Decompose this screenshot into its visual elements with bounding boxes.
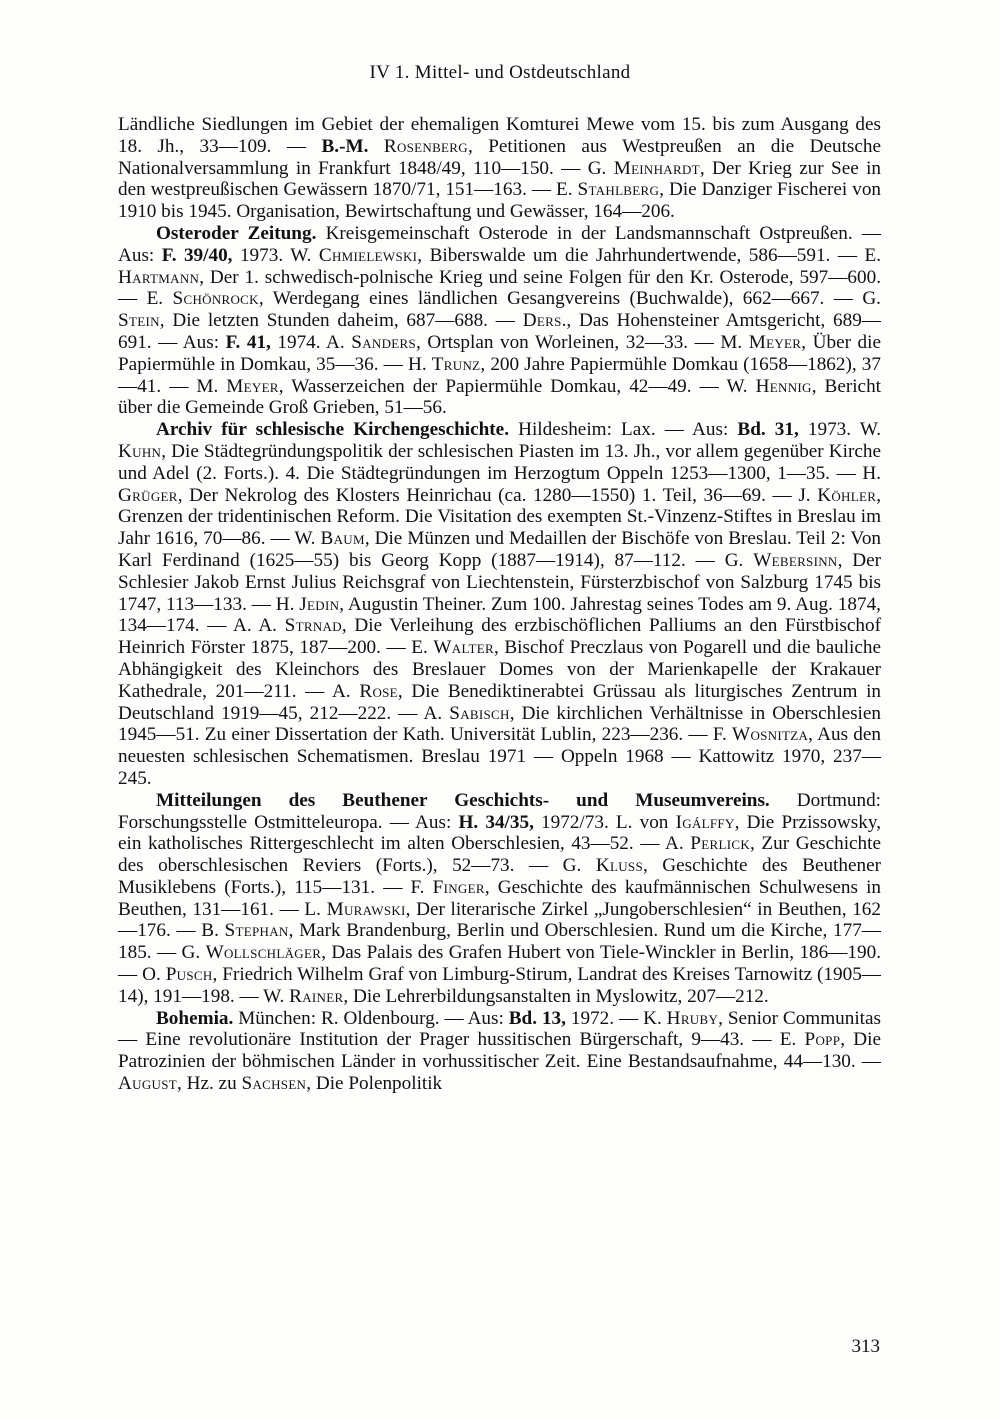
entry-text: , Die Przissowsky, ein katholisches Rittergeschlecht im alten Oberschlesien, 43—52. — A. [118,811,881,855]
entry-text: , Über die Papiermühle in Domkau, 35—36. — H. [118,331,881,375]
author-name: August [118,1073,177,1095]
entry-text: Dortmund: Forschungsstelle Ostmitteleuropa. — Aus: [118,789,881,833]
entry-text: Kreisgemeinschaft Osterode in der Landsmannschaft Ostpreußen. — Aus: [118,222,881,266]
entry-text [368,136,383,157]
entry-text: , Die letzten Stunden daheim, 687—688. — [159,310,523,332]
journal-title: Osteroder Zeitung. [156,222,317,244]
entry-text: , Wasserzeichen der Papiermühle Domkau, 42—49. — W. [278,375,756,397]
entry-text: Ländliche Siedlungen im Gebiet der ehemaligen Komturei Mewe vom 15. bis zum Ausgang des 18. Jh., 33—109. — [118,114,881,157]
bibliography-entry [118,419,881,790]
entry-text: , Die Lehrerbildungsanstalten in Myslowitz, 207—212. [343,985,769,1007]
author-name: Rose [359,680,398,702]
author-name: Hruby [666,1007,719,1029]
author-name: Wosnitza [732,724,809,746]
entry-text: , Der Nekrolog des Klosters Heinrichau (ca. 1280—1550) 1. Teil, 36—69. — J. [177,484,818,506]
author-name: Stahlberg [577,179,660,201]
entry-text: , Die Polenpolitik [306,1073,443,1095]
entry-text: , Bischof Preczlaus von Pogarell und die bauliche Abhängigkeit des Kleinchors des Breslauer Domes von der Marienkapelle der Krakauer Kathedrale, 201—211. — A. [118,637,881,702]
author-name: Webersinn [753,549,838,571]
author-name: Walter [433,637,494,659]
author-name: Rainer [289,985,344,1007]
entry-text: 1972. — K. [565,1007,667,1029]
entry-text: , 200 Jahre Papiermühle Domkau (1658—1862), 37—41. — M. [118,353,881,397]
author-name: Ders [522,310,562,332]
author-name: Perlick [690,833,751,855]
entry-text: , Die Verleihung des erzbischöflichen Palliums an den Fürstbischof Heinrich Förster 1875, 187—200. — E. [118,615,881,659]
author-name: Murawski [326,898,406,920]
journal-title: Mitteilungen des Beuthener Geschichts- und Museumvereins. [156,789,770,811]
volume-ref: H. 34/35, [458,811,534,833]
entry-text: 1973. W. [232,244,319,266]
author-name: Kluss [595,855,643,877]
entry-text: , Augustin Theiner. Zum 100. Jahrestag seines Todes am 9. Aug. 1874, 134—174. — A. A. [118,593,881,637]
entry-text: , Biberswalde um die Jahrhundertwende, 586—591. — E. [417,244,881,266]
entry-text: , Die Städtegründungspolitik der schlesischen Piasten im 13. Jh., vor allem gegenüber Kirche und Adel (2. Forts.). 4. Die Städtegründungen im Herzogtum Oppeln 1253—1300, 1—35. — H. [118,440,881,484]
journal-title: Archiv für schlesische Kirchengeschichte. [156,419,509,441]
running-head: IV 1. Mittel- und Ostdeutschland [369,62,631,83]
entry-text: München: R. Oldenbourg. — Aus: [233,1007,509,1029]
bibliography-entry [118,790,881,1008]
entry-text: , Der literarische Zirkel „Jungoberschlesien“ in Beuthen, 162—176. — B. [118,898,881,942]
entry-text: , Der Schlesier Jakob Ernst Julius Reichsgraf von Liechtenstein, Fürsterzbischof von Salzburg 1745 bis 1747, 113—133. — H. [118,549,881,615]
bibliography-entry [118,223,881,419]
author-name: Sanders [351,331,417,353]
entry-text: , Geschichte des kaufmännischen Schulwesens in Beuthen, 131—161. — L. [118,876,882,920]
author-name: Sachsen [241,1073,307,1095]
author-name: Schönrock [172,288,259,310]
entry-text: , Die Benediktinerabtei Grüssau als liturgisches Zentrum in Deutschland 1919—45, 212—222. — A. [118,680,881,724]
volume-ref: Bd. 13, [508,1007,566,1029]
author-name: Finger [432,876,485,898]
author-name: Hartmann [118,266,200,288]
entry-text: Hildesheim: Lax. — Aus: [509,419,738,441]
author-name: Chmielewski [318,244,418,266]
bibliography-entry [118,114,881,223]
author-name: Trunz [431,353,481,375]
bibliography-entry [118,1008,881,1095]
entry-text: , Der Krieg zur See in den westpreußischen Gewässern 1870/71, 151—163. — E. [118,157,882,201]
entry-text: 1974. A. [270,331,352,353]
volume-ref: F. 41, [225,331,271,353]
volume-ref: F. 39/40, [161,244,233,266]
entry-text: , Petitionen aus Westpreußen an die Deutsche Nationalversammlung in Frankfurt 1848/49, 110—150. — G. [118,135,882,179]
entry-text: , Die Danziger Fischerei von 1910 bis 1945. Organisation, Bewirtschaftung und Gewässer, 164—206. [118,179,882,223]
journal-title: Bohemia. [156,1007,234,1029]
author-name: Popp [804,1029,841,1051]
entry-text: 1972/73. L. von [533,811,676,833]
author-name: Kuhn [118,440,162,462]
author-name: Meyer [748,331,802,353]
entry-text: , Die Patrozinien der böhmischen Länder in vorhussitischer Zeit. Eine Bestandsaufnahme, 44—130. — [118,1029,881,1073]
entry-text: , Friedrich Wilhelm Graf von Limburg-Stirum, Landrat des Kreises Tarnowitz (1905—14), 191—198. — W. [118,964,881,1007]
entry-text: , Ortsplan von Worleinen, 32—33. — M. [416,331,749,353]
entry-text: ., Das Hohensteiner Amtsgericht, 689—691. — Aus: [118,310,881,353]
author-name: Baum [320,528,365,550]
author-name: Jedin [299,593,340,615]
entry-text: , Bericht über die Gemeinde Groß Grieben, 51—56. [118,375,881,419]
entry-text: 1973. W. [798,419,881,441]
entry-text: , Senior Communitas — Eine revolutionäre Institution der Prager hussitischen Bürgerschaft, 9—43. — E. [118,1007,881,1051]
author-name: Grüger [118,484,178,506]
author-name: Rosenberg [383,135,468,157]
author-name: Meinhardt [613,157,700,179]
author-name: Köhler [817,484,877,506]
author-name: Strnad [284,615,342,637]
entry-text: , Grenzen der tridentinischen Reform. Die Visitation des exempten St.-Vinzenz-Stiftes in Breslau im Jahr 1616, 70—86. — W. [118,484,881,550]
entry-text: , Die Münzen und Medaillen der Bischöfe von Breslau. Teil 2: Von Karl Ferdinand (1625—55) bis Georg Kopp (1887—1914), 87—112. — G. [118,528,882,571]
author-name: Meyer [226,375,279,397]
body-text [118,114,881,1095]
author-name: Igálffy [675,811,735,833]
author-name: Stephan [224,920,289,942]
entry-text: , Hz. zu [177,1073,242,1095]
entry-text: , Der 1. schwedisch-polnische Krieg und seine Folgen für den Kr. Osterode, 597—600. — E. [118,266,881,310]
entry-text: , Zur Geschichte des oberschlesischen Reviers (Forts.), 52—73. — G. [118,833,881,877]
author-name: Hennig [755,375,812,397]
author-name: Stein [118,310,160,332]
author-name: Wollschläger [205,942,322,964]
author-name: Sabisch [449,702,510,724]
page-number: 313 [851,1336,880,1357]
entry-text: , Die kirchlichen Verhältnisse in Oberschlesien 1945—51. Zu einer Dissertation der Kath. Universität Lublin, 223—236. — F. [118,702,881,746]
volume-ref: Bd. 31, [737,419,799,441]
volume-ref: B.-M. [321,135,369,157]
entry-text: , Aus den neuesten schlesischen Schematismen. Breslau 1971 — Oppeln 1968 — Kattowitz 1970, 237—245. [118,724,881,789]
entry-text: , Das Palais des Grafen Hubert von Tiele-Winckler in Berlin, 186—190. — O. [118,942,882,986]
author-name: Pusch [165,964,213,986]
entry-text: , Geschichte des Beuthener Musiklebens (Forts.), 115—131. — F. [118,855,881,898]
entry-text: , Mark Brandenburg, Berlin und Oberschlesien. Rund um die Kirche, 177—185. — G. [118,920,881,964]
entry-text: , Werdegang eines ländlichen Gesangvereins (Buchwalde), 662—667. — G. [258,288,881,310]
